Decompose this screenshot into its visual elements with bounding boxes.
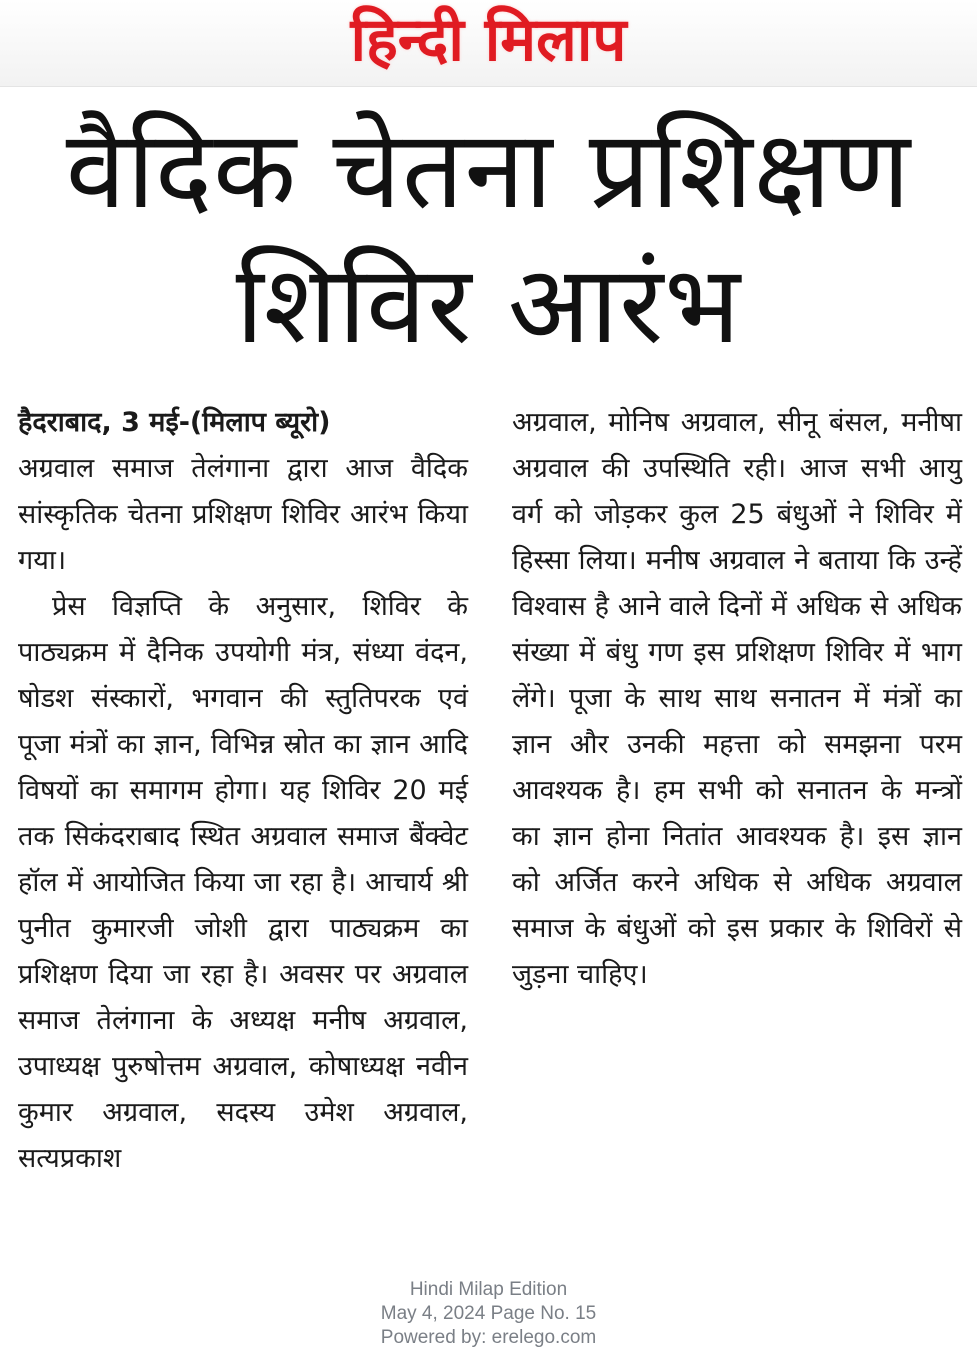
headline-line-2: शिविर आरंभ [235,243,742,368]
masthead [0,0,977,87]
article-paragraph-1: अग्रवाल समाज तेलंगाना द्वारा आज वैदिक सांस्कृतिक चेतना प्रशिक्षण शिविर आरंभ किया गया। [18,453,468,576]
footer-date-page: May 4, 2024 Page No. 15 [380,1303,597,1324]
footer-edition: Hindi Milap Edition [409,1279,568,1300]
article-column-left [18,400,468,1182]
edition-footer [0,1278,977,1350]
headline [0,96,977,366]
newspaper-logo: हिन्दी मिलाप [350,5,627,75]
footer-powered-by: Powered by: erelego.com [380,1327,597,1348]
dateline: हैदराबाद, 3 मई-(मिलाप ब्यूरो) [18,407,331,438]
article-paragraph-2: प्रेस विज्ञप्ति के अनुसार, शिविर के पाठ्यक्रम में दैनिक उपयोगी मंत्र, संध्या वंदन, षोडश संस्कारों, भगवान की स्तुतिपरक एवं पूजा मंत्रों का ज्ञान, विभिन्न स्रोत का ज्ञान आदि विषयों का समागम होगा। यह शिविर 20 मई तक सिकंदराबाद स्थित अग्रवाल समाज बैंक्वेट हॉल में आयोजित किया जा रहा है। आचार्य श्री पुनीत कुमारजी जोशी द्वारा पाठ्यक्रम का प्रशिक्षण दिया जा रहा है। अवसर पर अग्रवाल समाज तेलंगाना के अध्यक्ष मनीष अग्रवाल, उपाध्यक्ष पुरुषोत्तम अग्रवाल, कोषाध्यक्ष नवीन कुमार अग्रवाल, सदस्य उमेश अग्रवाल, सत्यप्रकाश [18,591,468,1174]
headline-line-1: वैदिक चेतना प्रशिक्षण [65,108,912,233]
article-column-right [512,400,962,998]
article-paragraph-3: अग्रवाल, मोनिष अग्रवाल, सीनू बंसल, मनीषा अग्रवाल की उपस्थिति रही। आज सभी आयु वर्ग को जोड़कर कुल 25 बंधुओं ने शिविर में हिस्सा लिया। मनीष अग्रवाल ने बताया कि उन्हें विश्वास है आने वाले दिनों में अधिक से अधिक संख्या में बंधु गण इस प्रशिक्षण शिविर में भाग लेंगे। पूजा के साथ साथ सनातन में मंत्रों का ज्ञान और उनकी महत्ता को समझना परम आवश्यक है। हम सभी को सनातन के मन्त्रों का ज्ञान होना नितांत आवश्यक है। इस ज्ञान को अर्जित करने अधिक से अधिक अग्रवाल समाज के बंधुओं को इस प्रकार के शिविरों से जुड़ना चाहिए। [512,407,962,990]
